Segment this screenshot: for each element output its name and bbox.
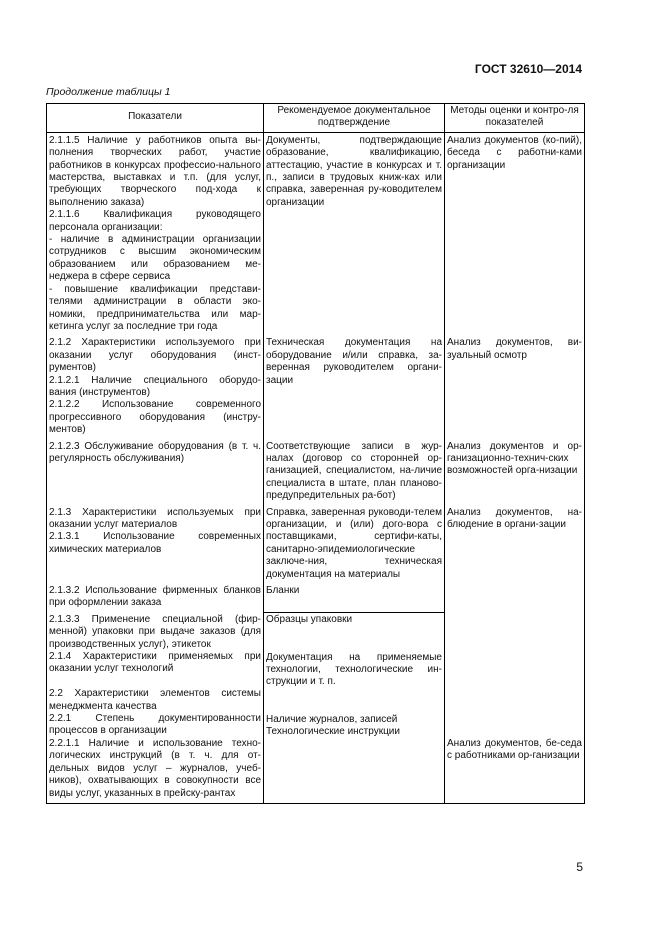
cell-paragraph bbox=[266, 639, 442, 651]
standard-number: ГОСТ 32610—2014 bbox=[474, 62, 582, 76]
cell-paragraph: Справка, заверенная руководи-телем организации, и (или) дого-вора с поставщиками, сертифи-каты, санитарно-эпидемиологические заключе-ния, техническая документация на материалы bbox=[266, 506, 442, 580]
cell-method bbox=[445, 440, 585, 506]
table-row bbox=[47, 584, 585, 613]
cell-paragraph: Анализ документов, ви-зуальный осмотр bbox=[447, 337, 582, 361]
cell-method bbox=[445, 506, 585, 584]
cell-indicator bbox=[47, 506, 264, 584]
cell-paragraph: 2.1.4 Характеристики применяемых при оказании услуг технологий bbox=[49, 651, 261, 675]
cell-paragraph: Анализ документов, бе-седа с работниками ор-ганизации bbox=[447, 737, 582, 762]
table-row bbox=[47, 336, 585, 439]
cell-paragraph bbox=[266, 627, 442, 639]
cell-paragraph bbox=[447, 676, 582, 688]
cell-paragraph bbox=[447, 639, 582, 651]
cell-paragraph bbox=[447, 688, 582, 700]
table-caption: Продолжение таблицы 1 bbox=[46, 86, 171, 98]
column-header-confirmation: Рекомендуемое документальное подтверждение bbox=[264, 104, 445, 133]
cell-paragraph: 2.1.1.6 Квалификация руководящего персонала организации: bbox=[49, 209, 261, 233]
cell-paragraph: 2.1.2.2 Использование современного прогрессивного оборудования (инстру-ментов) bbox=[49, 399, 261, 436]
page-number: 5 bbox=[576, 860, 583, 874]
cell-paragraph: 2.2.1.1 Наличие и использование техно-логических инструкций (в т. ч. для от-дельных видов услуг – журналов, учеб-ников), охватывающих в совокупности все виды услуг, указанных в прейску-рантах bbox=[49, 737, 261, 799]
cell-paragraph: Образцы упаковки bbox=[266, 614, 353, 626]
cell-paragraph: Техническая документация на оборудование и/или справка, за-веренная руководителем органи-зации bbox=[266, 337, 442, 386]
cell-paragraph: - наличие в администрации организации сотрудников с высшим экономическим образованием или образованием ме-неджера в сфере сервиса bbox=[49, 234, 261, 283]
cell-paragraph: 2.1.2.3 Обслуживание оборудования (в т. ч. регулярность обслуживания) bbox=[49, 440, 261, 464]
cell-paragraph bbox=[447, 651, 582, 663]
cell-paragraph bbox=[447, 663, 582, 675]
cell-confirmation bbox=[264, 584, 445, 613]
cell-paragraph: 2.1.3.1 Использование современных химических материалов bbox=[49, 531, 261, 555]
cell-paragraph: 2.1.3.3 Применение специальной (фир-менной) упаковки при выдаче заказов (для производственных услуг), этикеток bbox=[49, 613, 261, 650]
cell-method bbox=[445, 132, 585, 336]
cell-indicator bbox=[47, 584, 264, 613]
indicators-table bbox=[46, 103, 585, 804]
table-row bbox=[47, 132, 585, 336]
cell-paragraph: Бланки bbox=[266, 585, 300, 597]
cell-paragraph bbox=[49, 676, 261, 688]
table-header-row bbox=[47, 104, 585, 133]
cell-paragraph: Анализ документов и ор-ганизационно-технич-ских возможностей орга-низации bbox=[447, 440, 582, 477]
cell-paragraph: Документация на применяемые технологии, технологические ин-струкции и т. п. bbox=[266, 651, 442, 688]
cell-confirmation bbox=[264, 506, 445, 584]
cell-paragraph bbox=[447, 701, 582, 713]
cell-paragraph bbox=[266, 689, 442, 701]
cell-method bbox=[445, 613, 585, 804]
cell-indicator bbox=[47, 132, 264, 336]
cell-indicator bbox=[47, 336, 264, 439]
cell-indicator bbox=[47, 613, 264, 804]
cell-paragraph bbox=[447, 585, 582, 597]
cell-paragraph: Соответствующие записи в жур-налах (договор со сторонней ор-ганизацией, специалистом, на-личие специалиста в штате, план планово-предупредительных ра-бот) bbox=[266, 440, 442, 502]
cell-paragraph: 2.1.2.1 Наличие специального оборудо-вания (инструментов) bbox=[49, 374, 261, 398]
cell-method bbox=[445, 336, 585, 439]
column-header-indicators: Показатели bbox=[47, 104, 264, 133]
cell-confirmation bbox=[264, 132, 445, 336]
cell-paragraph: 2.1.3 Характеристики используемых при оказании услуг материалов bbox=[49, 506, 261, 530]
cell-paragraph: 2.2.1 Степень документированности процессов в организации bbox=[49, 713, 261, 737]
cell-paragraph bbox=[447, 713, 582, 725]
table-row bbox=[47, 506, 585, 584]
cell-paragraph: 2.1.3.2 Использование фирменных бланков при оформлении заказа bbox=[49, 585, 261, 609]
cell-paragraph: Документы, подтверждающие образование, квалификацию, аттестацию, участие в конкурсах и т. п., записи в трудовых книж-ках или справка, заверенная ру-ководителем организации bbox=[266, 134, 442, 208]
cell-paragraph: 2.1.1.5 Наличие у работников опыта вы-полнения творческих работ, участие работников в конкурсах профессио-нального мастерства, выставках и т.п. (для услуг, требующих творческого под-хода к выполнению заказа) bbox=[49, 134, 261, 208]
cell-confirmation bbox=[264, 440, 445, 506]
cell-paragraph: Анализ документов (ко-пий), беседа с работни-ками организации bbox=[447, 134, 582, 171]
cell-paragraph: 2.1.2 Характеристики используемого при оказании услуг оборудования (инст-рументов) bbox=[49, 337, 261, 374]
cell-paragraph bbox=[447, 626, 582, 638]
cell-paragraph: - повышение квалификации представи-телями администрации в области эко-номики, предпринимательства или мар-кетинга услуг за последние три года bbox=[49, 283, 261, 332]
cell-method bbox=[445, 584, 585, 613]
cell-paragraph bbox=[266, 701, 442, 713]
cell-paragraph: Анализ документов, на-блюдение в органи-зации bbox=[447, 506, 582, 530]
cell-paragraph: Технологические инструкции bbox=[266, 725, 400, 737]
cell-paragraph: 2.2 Характеристики элементов системы менеджмента качества bbox=[49, 688, 261, 712]
cell-paragraph: Наличие журналов, записей bbox=[266, 713, 398, 725]
cell-confirmation bbox=[264, 336, 445, 439]
table-row bbox=[47, 440, 585, 506]
table-row bbox=[47, 613, 585, 804]
cell-indicator bbox=[47, 440, 264, 506]
cell-paragraph bbox=[447, 614, 582, 626]
cell-paragraph bbox=[447, 725, 582, 737]
column-header-methods: Методы оценки и контро-ля показателей bbox=[445, 104, 585, 133]
cell-confirmation bbox=[264, 613, 445, 804]
